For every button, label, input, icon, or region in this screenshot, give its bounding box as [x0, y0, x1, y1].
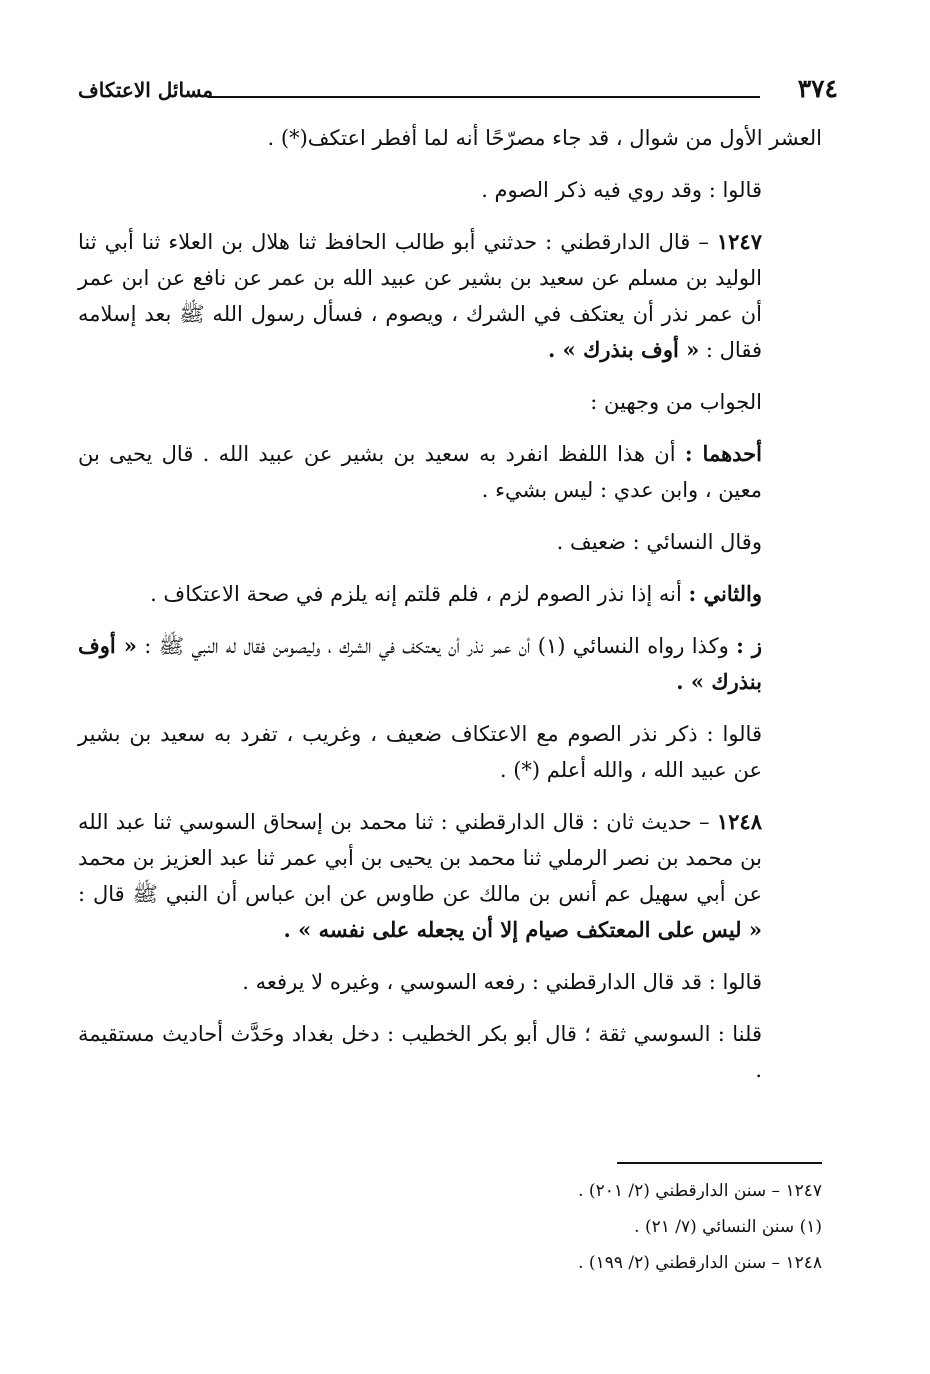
paragraph-answer-intro: الجواب من وجهين : — [590, 390, 762, 414]
hadith-quote: « أوف بنذرك » . — [548, 337, 700, 362]
paragraph-nasai: وقال النسائي : ضعيف . — [556, 530, 762, 554]
first-reason-label: أحدهما : — [684, 441, 763, 466]
footnotes — [172, 1175, 822, 1283]
paragraph-continuation: العشر الأول من شوال ، قد جاء مصرّحًا أنه لما أفطر اعتكف(*) . — [267, 126, 822, 150]
paragraph-qulna: قلنا : السوسي ثقة ؛ قال أبو بكر الخطيب : دخل بغداد وحَدَّث أحاديث مستقيمة . — [78, 1022, 762, 1082]
page-header — [78, 72, 838, 116]
header-rule — [208, 96, 760, 98]
hadith-number: ١٢٤٧ — [716, 229, 762, 254]
paragraph-second-reason — [78, 576, 822, 612]
footnote: (١) سنن النسائي (٧/ ٢١) . — [634, 1217, 822, 1237]
paragraph-qalu-3: قالوا : قد قال الدارقطني : رفعه السوسي ، وغيره لا يرفعه . — [242, 970, 762, 994]
first-reason-text: أن هذا اللفظ انفرد به سعيد بن بشير عن عبيد الله . قال يحيى بن معين ، وابن عدي : ليس بشيء . — [78, 442, 762, 502]
addition-text: وكذا رواه النسائي (١) أن عمر نذر أن يعتكف في الشرك ، وليصومن فقال له النبي ﷺ : — [136, 634, 737, 658]
hadith-text: – قال الدارقطني : حدثني أبو طالب الحافظ ثنا هلال بن العلاء ثنا أبي ثنا الوليد بن مسلم عن سعيد بن بشير عن عبيد الله بن عمر عن نافع عن ابن عمر أن عمر نذر أن يعتكف في الشرك ، ويصوم ، فسأل رسول الله ﷺ بعد إسلامه فقال : — [78, 230, 762, 362]
hadith-text: – حديث ثان : قال الدارقطني : ثنا محمد بن إسحاق السوسي ثنا عبد الله بن محمد بن نصر الرملي ثنا محمد بن يحيى بن أبي عمر ثنا عبد العزيز بن محمد عن أبي سهيل عم أنس بن مالك عن طاوس عن ابن عباس أن النبي ﷺ قال : — [78, 810, 762, 906]
paragraph-qalu-1: قالوا : وقد روي فيه ذكر الصوم . — [481, 178, 762, 202]
footnote-rule — [617, 1162, 822, 1164]
addition-quote: « أوف بنذرك » . — [78, 633, 762, 694]
hadith-1247 — [78, 224, 822, 368]
hadith-1248 — [78, 804, 822, 948]
footnote: ١٢٤٧ – سنن الدارقطني (٢/ ٢٠١) . — [578, 1181, 822, 1201]
page-number: ٣٧٤ — [797, 74, 838, 103]
second-reason-label: والثاني : — [688, 581, 762, 606]
hadith-quote: « ليس على المعتكف صيام إلا أن يجعله على نفسه » . — [283, 917, 762, 942]
addition-label: ز : — [736, 633, 762, 658]
paragraph-qalu-2: قالوا : ذكر نذر الصوم مع الاعتكاف ضعيف ، وغريب ، تفرد به سعيد بن بشير عن عبيد الله ، والله أعلم (*) . — [78, 722, 762, 782]
main-text — [78, 120, 822, 1104]
footnote: ١٢٤٨ – سنن الدارقطني (٢/ ١٩٩) . — [578, 1253, 822, 1273]
second-reason-text: أنه إذا نذر الصوم لزم ، فلم قلتم إنه يلزم في صحة الاعتكاف . — [150, 582, 689, 606]
paragraph-addition — [78, 628, 822, 700]
running-title: مسائل الاعتكاف — [78, 78, 214, 102]
hadith-number: ١٢٤٨ — [716, 809, 762, 834]
paragraph-first-reason — [78, 436, 822, 508]
